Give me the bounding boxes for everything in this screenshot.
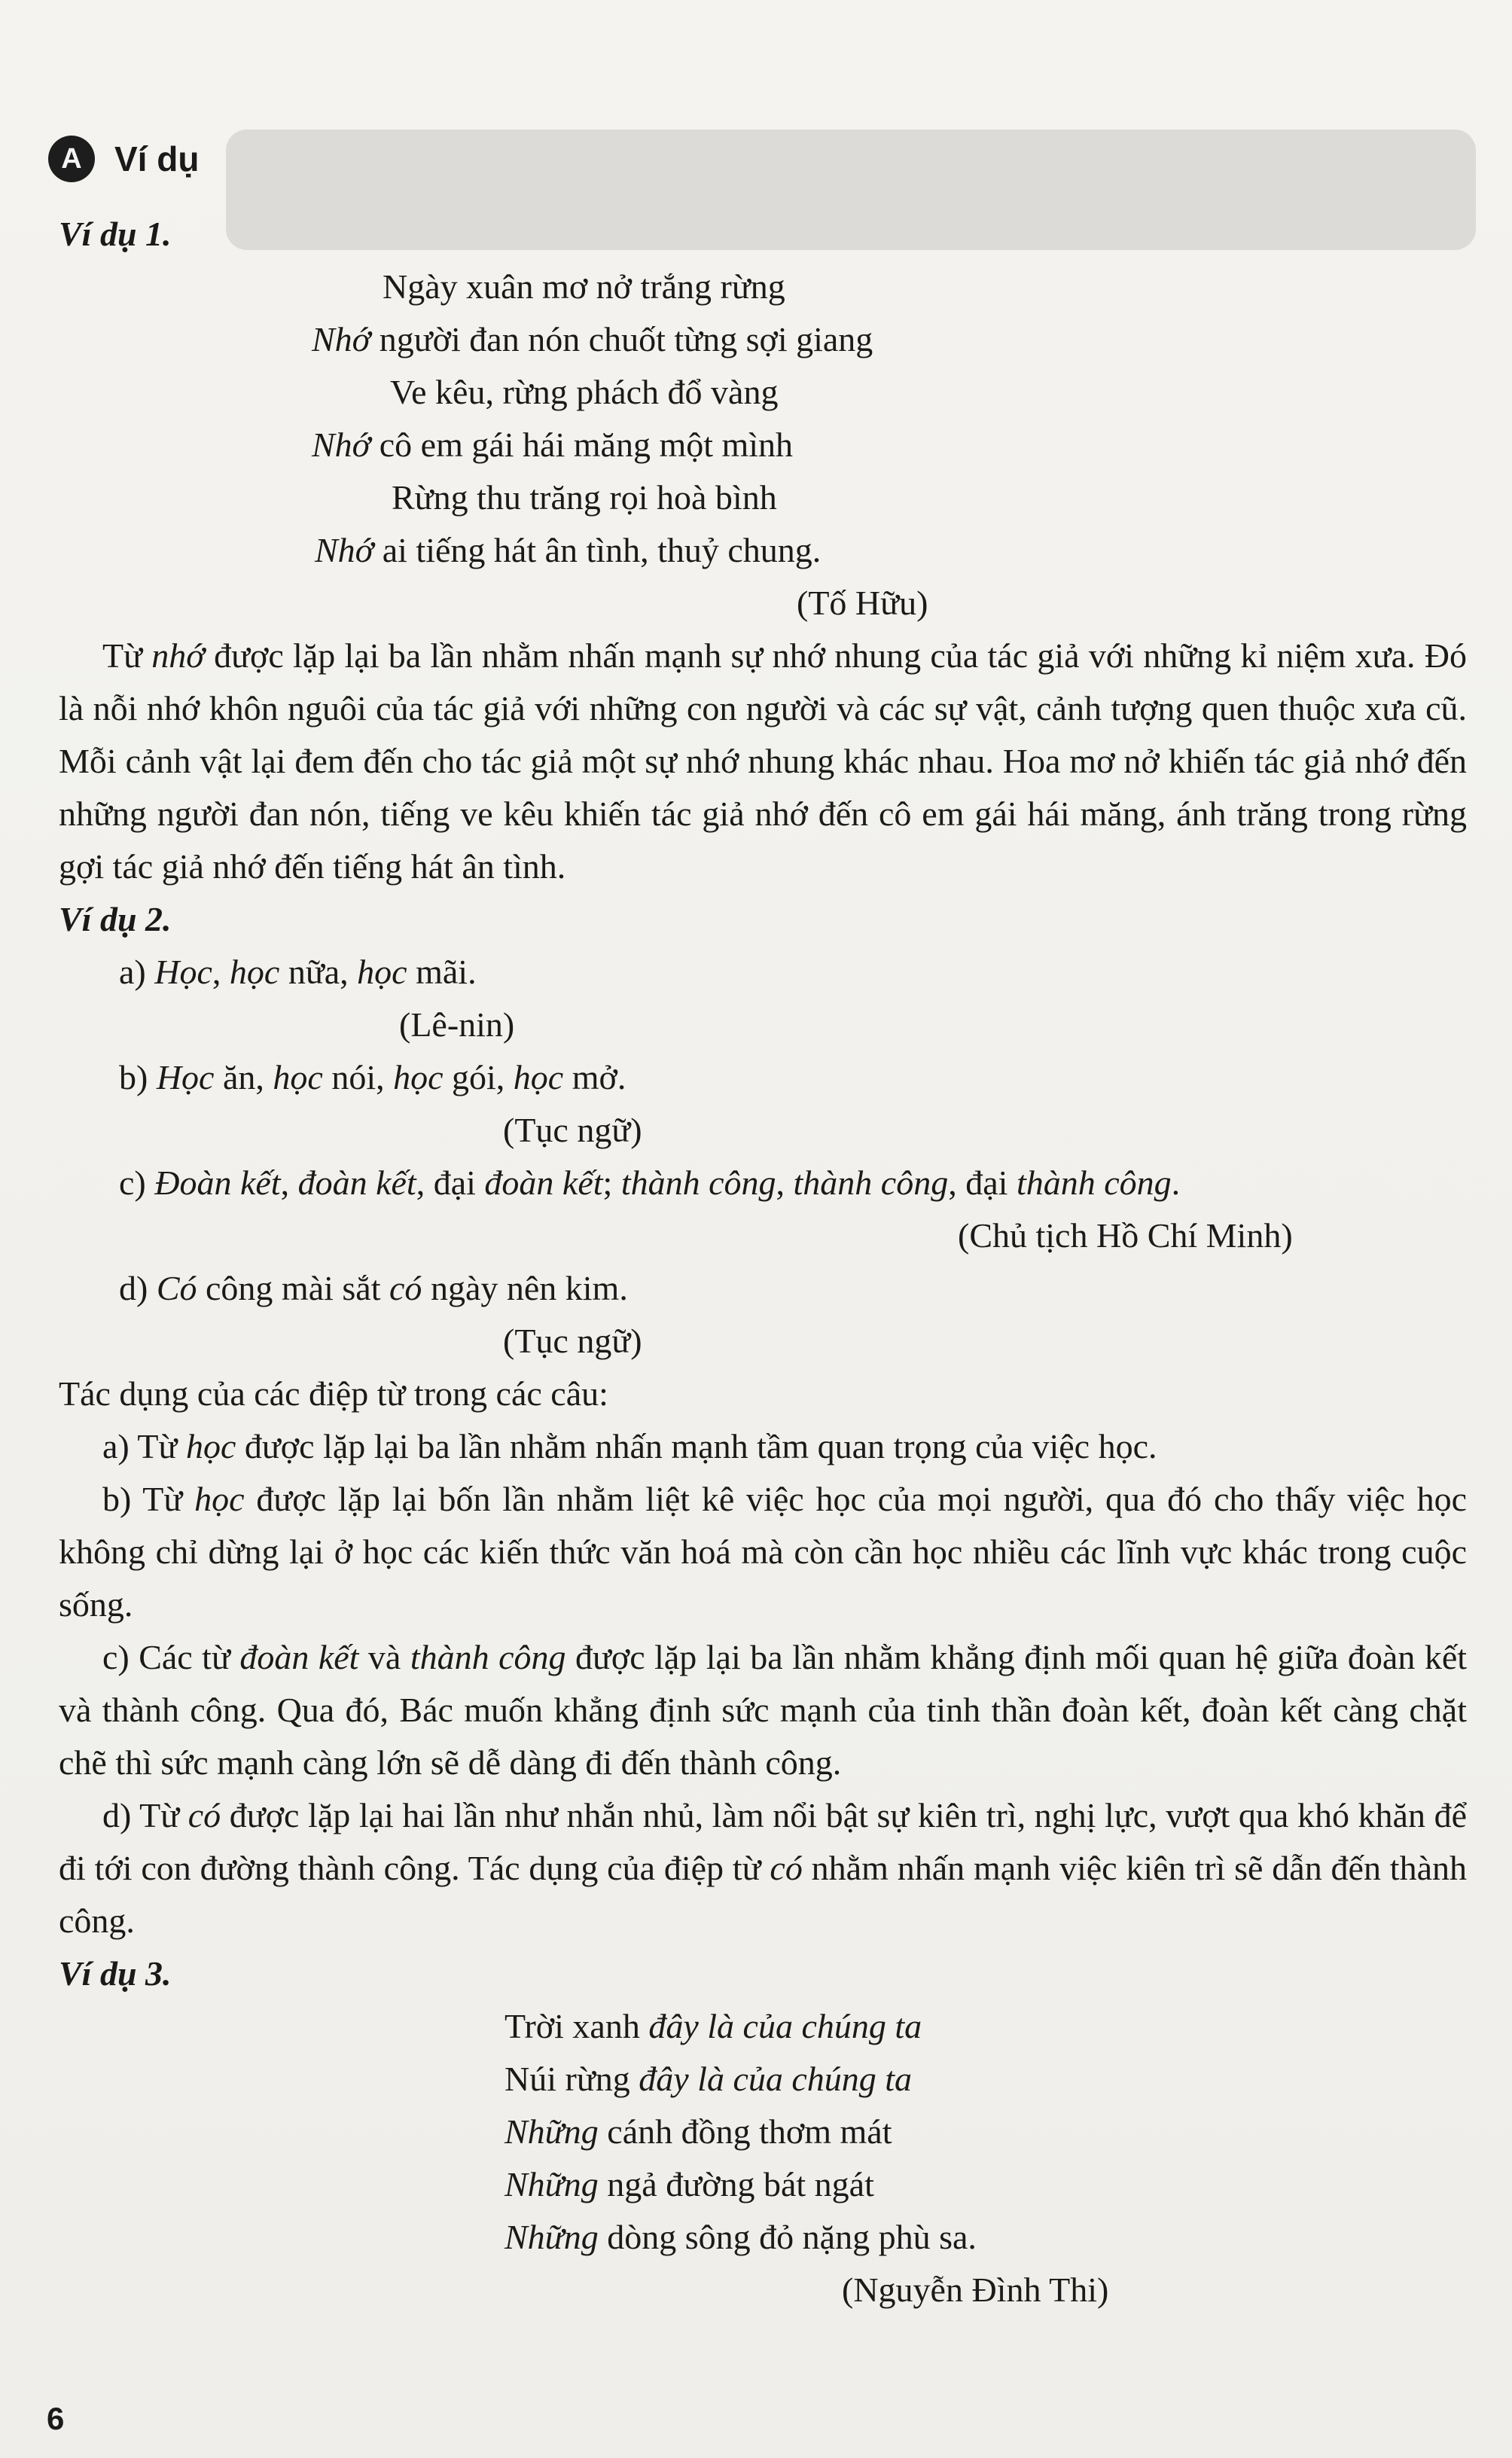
poem-line: Núi rừng đây là của chúng ta bbox=[505, 2060, 913, 2098]
page-content bbox=[59, 208, 1482, 2316]
example-2c-source: (Chủ tịch Hồ Chí Minh) bbox=[958, 1216, 1293, 1255]
poem-line: Ngày xuân mơ nở trắng rừng bbox=[383, 267, 785, 306]
poem-line: Trời xanh đây là của chúng ta bbox=[505, 2007, 922, 2045]
section-badge: A bbox=[48, 136, 95, 182]
example-2b: b) Học ăn, học nói, học gói, học mở. bbox=[119, 1058, 626, 1096]
example-1-source: (Tố Hữu) bbox=[797, 584, 928, 622]
poem-line: Những ngả đường bát ngát bbox=[505, 2165, 874, 2203]
effect-d: d) Từ có được lặp lại hai lần như nhắn nhủ, làm nổi bật sự kiên trì, nghị lực, vượt qua khó khăn để đi tới con đường thành công. Tác dụng của điệp từ có nhằm nhấn mạnh việc kiên trì sẽ dẫn đến thành công. bbox=[59, 1796, 1467, 1940]
example-2c: c) Đoàn kết, đoàn kết, đại đoàn kết; thành công, thành công, đại thành công. bbox=[119, 1163, 1181, 1202]
poem-line: Những dòng sông đỏ nặng phù sa. bbox=[505, 2218, 977, 2256]
example-1-explanation: Từ nhớ được lặp lại ba lần nhằm nhấn mạnh sự nhớ nhung của tác giả với những kỉ niệm xưa. Đó là nỗi nhớ khôn nguôi của tác giả với những con người và các sự vật, cảnh tượng quen thuộc xưa cũ. Mỗi cảnh vật lại đem đến cho tác giả một sự nhớ nhung khác nhau. Hoa mơ nở khiến tác giả nhớ đến những người đan nón, tiếng ve kêu khiến tác giả nhớ đến cô em gái hái măng, ánh trăng trong rừng gợi tác giả nhớ đến tiếng hát ân tình. bbox=[59, 636, 1467, 886]
poem-line: Những cánh đồng thơm mát bbox=[505, 2112, 892, 2151]
example-1-title: Ví dụ 1. bbox=[59, 215, 172, 253]
page-number: 6 bbox=[47, 2401, 65, 2436]
poem-line: Nhớ ai tiếng hát ân tình, thuỷ chung. bbox=[315, 531, 822, 569]
effect-b: b) Từ học được lặp lại bốn lần nhằm liệt kê việc học của mọi người, qua đó cho thấy việc học không chỉ dừng lại ở học các kiến thức văn hoá mà còn cần học nhiều các lĩnh vực khác trong cuộc sống. bbox=[59, 1480, 1467, 1624]
example-3-source: (Nguyễn Đình Thi) bbox=[842, 2270, 1109, 2309]
effect-heading: Tác dụng của các điệp từ trong các câu: bbox=[59, 1374, 608, 1413]
section-heading bbox=[48, 136, 199, 182]
example-2d: d) Có công mài sắt có ngày nên kim. bbox=[119, 1269, 628, 1307]
example-2a: a) Học, học nữa, học mãi. bbox=[119, 953, 477, 991]
example-1-poem bbox=[59, 261, 1482, 577]
example-2-title: Ví dụ 2. bbox=[59, 900, 172, 938]
poem-line: Nhớ cô em gái hái măng một mình bbox=[312, 425, 794, 464]
section-title: Ví dụ bbox=[114, 139, 200, 178]
example-2a-source: (Lê-nin) bbox=[399, 1005, 515, 1044]
example-3-title: Ví dụ 3. bbox=[59, 1954, 172, 1993]
poem-line: Nhớ người đan nón chuốt từng sợi giang bbox=[312, 320, 873, 358]
poem-line: Rừng thu trăng rọi hoà bình bbox=[392, 478, 777, 517]
effect-a: a) Từ học được lặp lại ba lần nhằm nhấn mạnh tầm quan trọng của việc học. bbox=[102, 1427, 1157, 1465]
effect-c: c) Các từ đoàn kết và thành công được lặp lại ba lần nhằm khẳng định mối quan hệ giữa đoàn kết và thành công. Qua đó, Bác muốn khẳng định sức mạnh của tinh thần đoàn kết, đoàn kết càng chặt chẽ thì sức mạnh càng lớn sẽ dễ dàng đi đến thành công. bbox=[59, 1638, 1468, 1782]
example-3-poem bbox=[59, 2000, 1482, 2264]
example-2d-source: (Tục ngữ) bbox=[503, 1322, 642, 1360]
example-2b-source: (Tục ngữ) bbox=[503, 1111, 642, 1149]
poem-line: Ve kêu, rừng phách đổ vàng bbox=[390, 373, 779, 411]
